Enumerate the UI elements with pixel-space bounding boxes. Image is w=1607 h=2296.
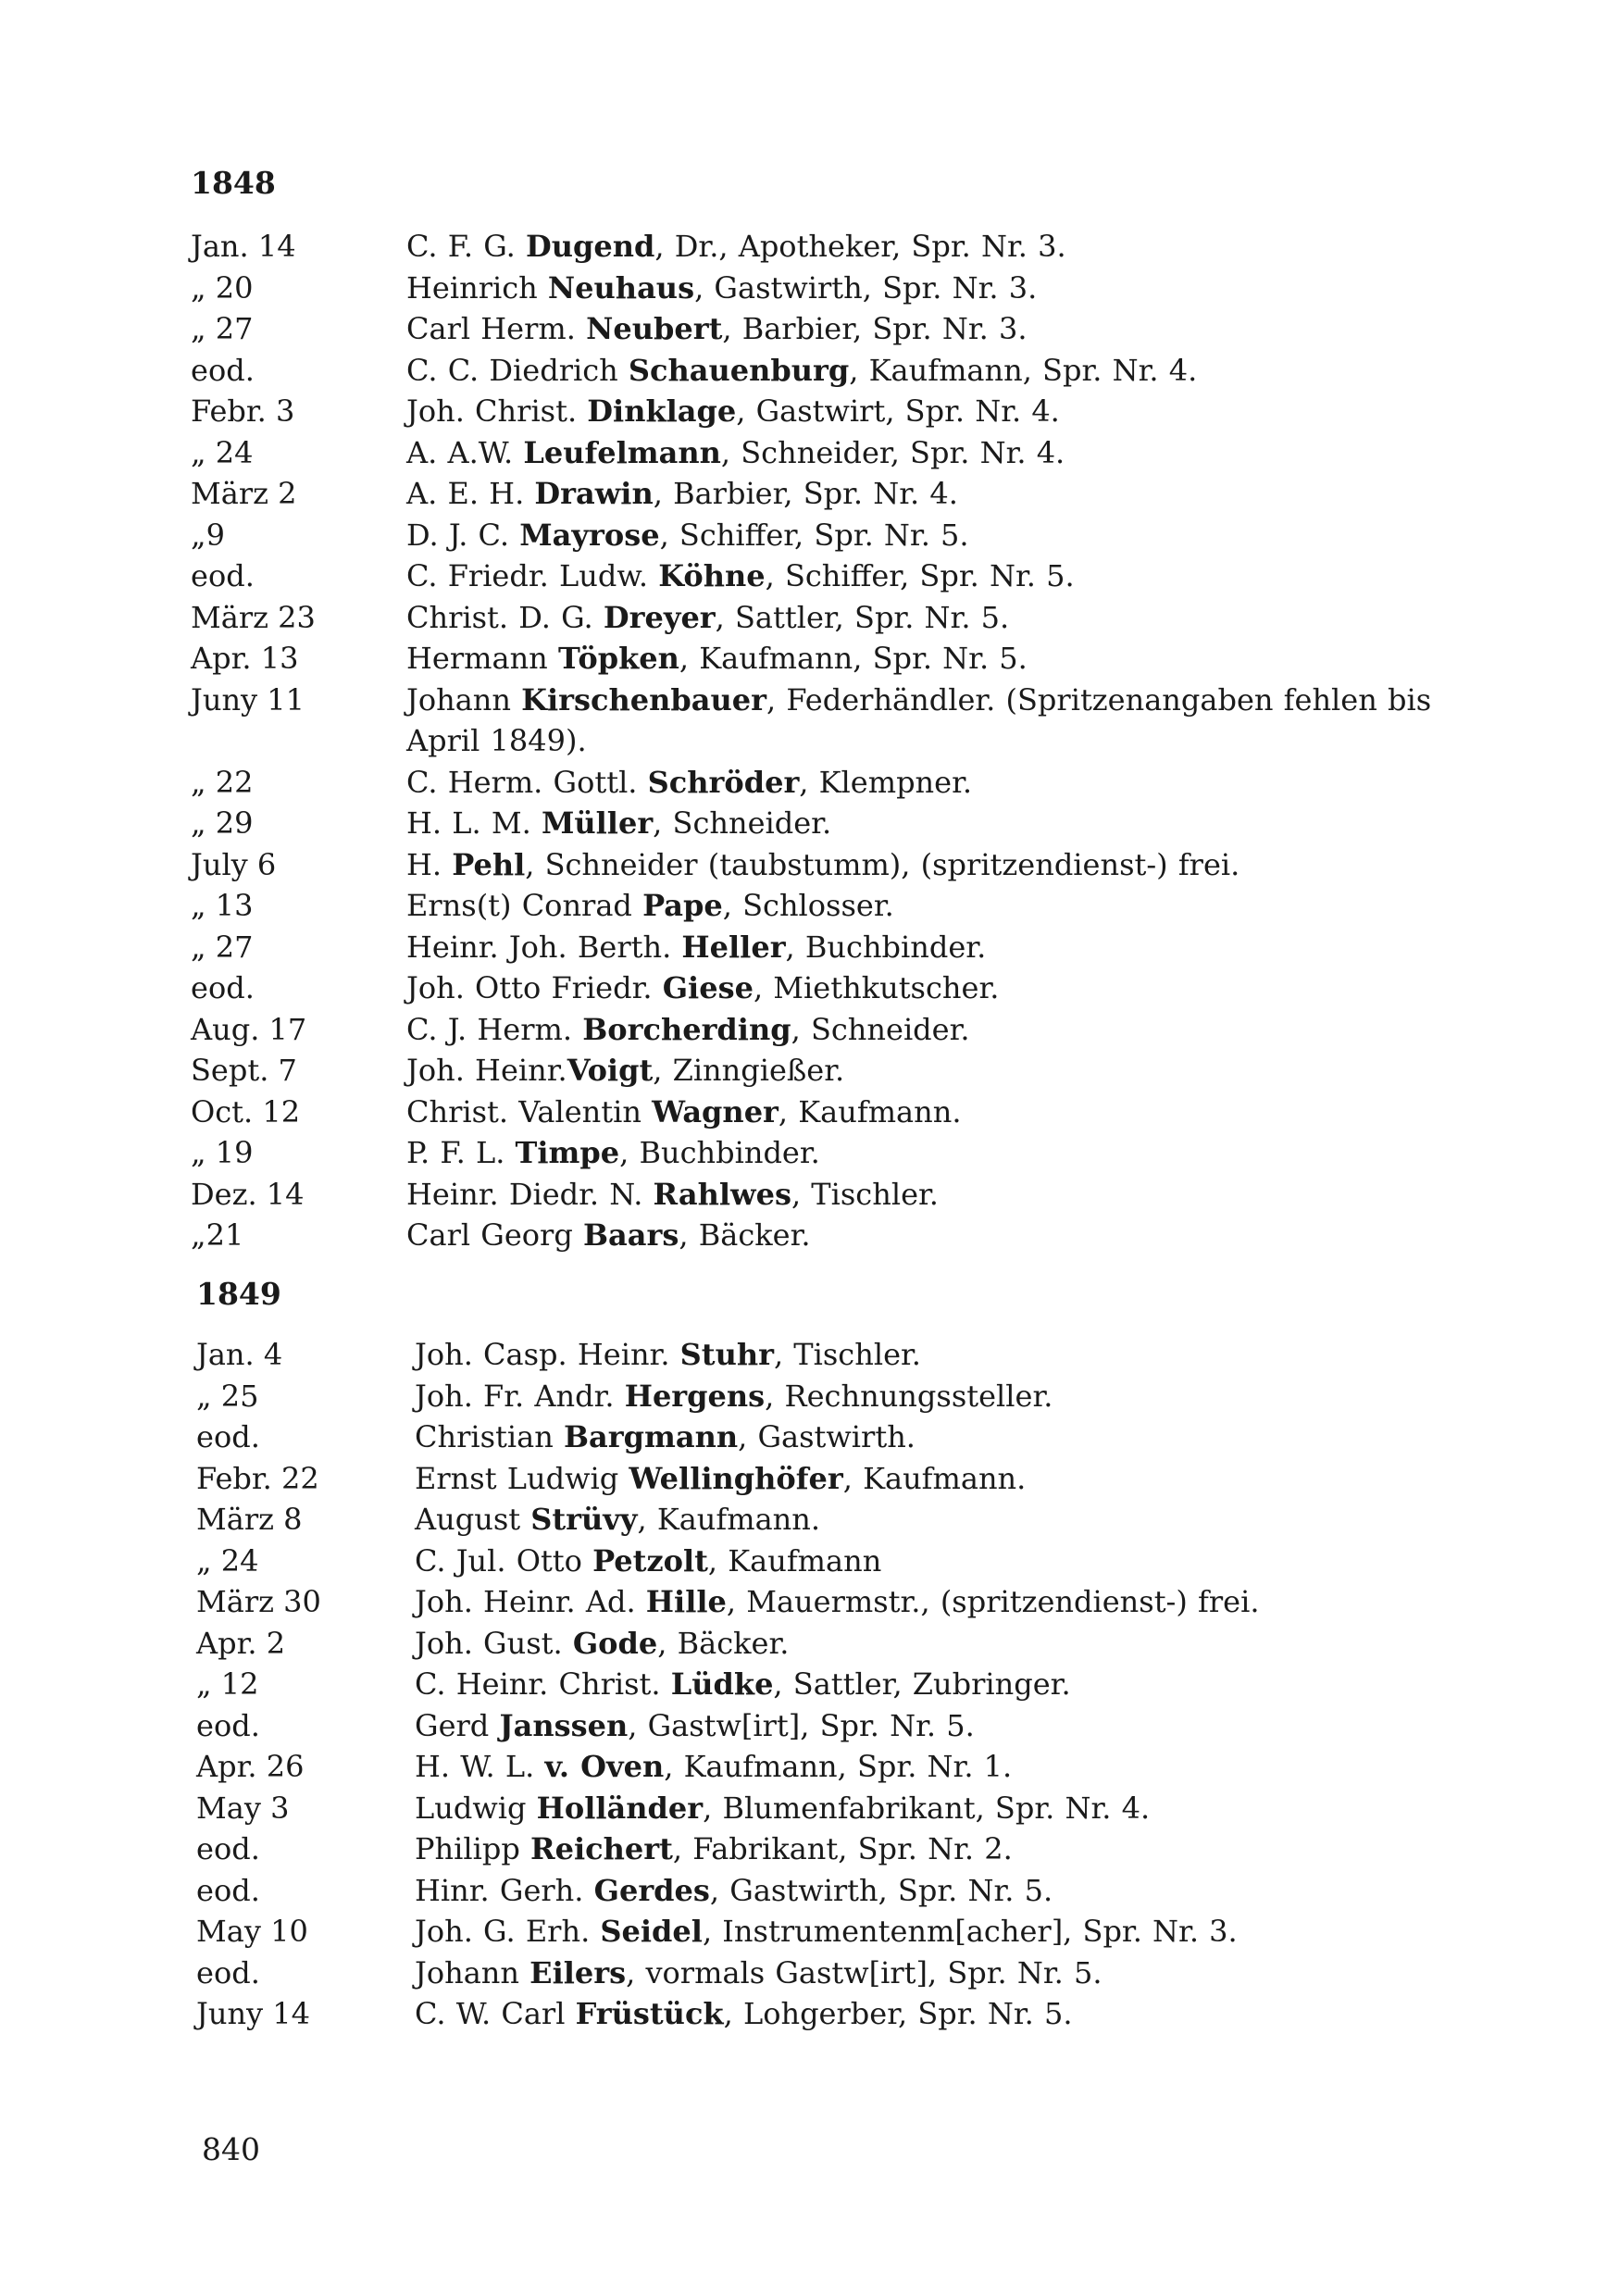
entry-text: [406, 844, 1434, 886]
entry-given-names: Heinr. Joh. Berth.: [406, 929, 682, 965]
entry-details: , Gastw[irt], Spr. Nr. 5.: [628, 1707, 975, 1743]
year-heading: 1849: [196, 1276, 281, 1312]
entry-row: [0, 597, 1607, 639]
entry-row: [0, 515, 1607, 556]
entry-details: , Gastwirth, Spr. Nr. 5.: [709, 1872, 1053, 1908]
entry-date: „ 13: [191, 888, 254, 923]
entry-row: [0, 927, 1607, 968]
entry-details: , Barbier, Spr. Nr. 3.: [722, 311, 1028, 346]
entry-row: [0, 1953, 1607, 1994]
entry-surname: Petzolt: [592, 1542, 708, 1578]
entry-surname: Holländer: [536, 1790, 704, 1826]
entry-surname: Leufelmann: [523, 434, 721, 470]
entry-text: [406, 680, 1434, 762]
entry-date: März 23: [191, 599, 316, 635]
entry-date: Aug. 17: [191, 1011, 307, 1047]
entry-given-names: Joh. Gust.: [415, 1625, 573, 1661]
entry-surname: Töpken: [557, 641, 679, 676]
entry-details: , Federhändler. (Spritzenangaben fehlen bis April 1849).: [406, 681, 1432, 758]
entry-text: [415, 1953, 1442, 1994]
entry-date: eod.: [191, 558, 255, 593]
entry-details: , Dr., Apotheker, Spr. Nr. 3.: [654, 229, 1066, 264]
entry-given-names: Heinrich: [406, 269, 548, 306]
entry-date: eod.: [196, 1707, 260, 1743]
entry-details: , Gastwirth.: [738, 1419, 916, 1454]
entry-text: [406, 927, 1434, 968]
entry-row: [0, 308, 1607, 350]
entry-given-names: H. W. L.: [415, 1749, 545, 1784]
entry-text: [415, 1664, 1442, 1705]
entry-row: [0, 844, 1607, 886]
entry-given-names: Joh. Christ.: [406, 393, 588, 429]
entry-given-names: C. W. Carl: [415, 1996, 576, 2031]
entry-row: [0, 1092, 1607, 1133]
entry-text: [406, 762, 1434, 804]
entry-text: [415, 1870, 1442, 1912]
entry-text: [406, 885, 1434, 927]
entry-given-names: C. Jul. Otto: [415, 1542, 593, 1578]
entry-row: [0, 391, 1607, 432]
entry-date: Jan. 4: [196, 1337, 283, 1372]
entry-row: [0, 268, 1607, 309]
entry-surname: Neuhaus: [547, 269, 695, 306]
entry-surname: Hergens: [624, 1378, 766, 1414]
entry-row: [0, 803, 1607, 844]
entry-date: Sept. 7: [191, 1053, 297, 1088]
entry-details: , Lohgerber, Spr. Nr. 5.: [723, 1996, 1073, 2031]
entry-surname: Seidel: [600, 1914, 703, 1949]
entry-text: [415, 1911, 1442, 1953]
entry-date: „ 19: [191, 1135, 254, 1170]
entry-date: eod.: [196, 1419, 260, 1454]
entry-surname: Köhne: [658, 558, 766, 593]
entry-date: „ 20: [191, 269, 254, 306]
entry-row: [0, 1416, 1607, 1458]
entry-text: [415, 1334, 1442, 1376]
entry-date: eod.: [196, 1954, 260, 1990]
entry-details: , Tischler.: [791, 1176, 939, 1212]
entry-row: [0, 1623, 1607, 1665]
entry-row: [0, 473, 1607, 515]
entry-date: July 6: [191, 846, 277, 882]
entry-surname: Gerdes: [593, 1872, 710, 1908]
entry-row: [0, 1376, 1607, 1417]
entry-details: , Schiffer, Spr. Nr. 5.: [659, 517, 969, 553]
entry-details: , Schiffer, Spr. Nr. 5.: [765, 558, 1075, 593]
entry-given-names: Ludwig: [415, 1790, 537, 1826]
entry-row: [0, 1009, 1607, 1051]
entry-date: eod.: [191, 970, 255, 1005]
entry-given-names: Carl Herm.: [406, 311, 587, 346]
entry-row: [0, 1458, 1607, 1500]
entry-surname: Kirschenbauer: [521, 681, 766, 718]
entry-surname: Pape: [642, 888, 723, 923]
entry-row: [0, 1705, 1607, 1747]
entry-date: eod.: [191, 352, 255, 388]
entry-details: , Tischler.: [773, 1337, 921, 1372]
entry-text: [415, 1581, 1442, 1623]
entry-surname: Timpe: [515, 1135, 620, 1170]
entry-surname: Dinklage: [587, 393, 737, 429]
entry-details: , Barbier, Spr. Nr. 4.: [653, 476, 958, 511]
entry-surname: Schröder: [647, 764, 800, 800]
entry-given-names: A. E. H.: [406, 476, 535, 511]
entry-text: [406, 1009, 1434, 1051]
entry-surname: Voigt: [567, 1053, 654, 1088]
entry-given-names: Hinr. Gerh.: [415, 1872, 594, 1908]
entry-date: März 2: [191, 476, 297, 511]
entry-given-names: Johann: [406, 681, 522, 718]
entry-row: [0, 1828, 1607, 1870]
entry-row: [0, 1911, 1607, 1953]
entry-surname: Gode: [572, 1625, 658, 1661]
entry-surname: Strüvy: [530, 1502, 638, 1537]
entry-given-names: P. F. L.: [406, 1135, 516, 1170]
entry-details: , Schneider.: [653, 805, 832, 841]
entry-details: , Rechnungssteller.: [765, 1378, 1053, 1414]
entry-details: , Kaufmann.: [637, 1502, 821, 1537]
entry-surname: Neubert: [586, 311, 723, 346]
entry-date: „ 24: [191, 434, 254, 470]
entry-text: [406, 967, 1434, 1009]
entry-text: [415, 1828, 1442, 1870]
entry-given-names: Joh. G. Erh.: [415, 1914, 601, 1949]
entry-details: , Buchbinder.: [785, 929, 987, 965]
entry-text: [415, 1993, 1442, 2035]
entry-date: „21: [191, 1217, 244, 1253]
entry-row: [0, 1334, 1607, 1376]
entry-date: „ 25: [196, 1378, 259, 1414]
entry-date: May 3: [196, 1790, 290, 1826]
entry-text: [406, 391, 1434, 432]
entry-text: [406, 638, 1434, 680]
entry-surname: Wagner: [652, 1093, 779, 1129]
entry-surname: Heller: [681, 929, 786, 965]
entry-row: [0, 1541, 1607, 1582]
entry-text: [406, 597, 1434, 639]
entry-text: [415, 1623, 1442, 1665]
entry-row: [0, 967, 1607, 1009]
entry-date: Jan. 14: [191, 229, 296, 264]
entry-date: eod.: [196, 1831, 260, 1866]
entry-date: „ 29: [191, 805, 254, 841]
entry-surname: Janssen: [499, 1707, 629, 1743]
entry-given-names: C. Friedr. Ludw.: [406, 558, 659, 593]
entry-surname: Pehl: [452, 846, 526, 882]
entry-date: Oct. 12: [191, 1093, 301, 1129]
entry-date: Apr. 13: [191, 641, 299, 676]
entry-row: [0, 1993, 1607, 2035]
entry-given-names: Johann: [415, 1954, 530, 1990]
entry-details: , Schneider, Spr. Nr. 4.: [720, 434, 1065, 470]
entry-given-names: H. L. M.: [406, 805, 542, 841]
entry-row: [0, 350, 1607, 392]
entry-given-names: Joh. Heinr. Ad.: [415, 1584, 646, 1619]
entry-text: [406, 555, 1434, 597]
entry-given-names: A. A.W.: [406, 434, 524, 470]
entry-text: [406, 1050, 1434, 1092]
entry-details: , Bäcker.: [657, 1625, 790, 1661]
entry-given-names: Joh. Casp. Heinr.: [415, 1337, 680, 1372]
entry-text: [415, 1541, 1442, 1582]
entry-text: [415, 1499, 1442, 1541]
entry-surname: Mayrose: [519, 517, 660, 553]
entry-text: [406, 226, 1434, 268]
entry-surname: Schauenburg: [628, 352, 850, 388]
entry-surname: Stuhr: [679, 1337, 774, 1372]
entry-row: [0, 555, 1607, 597]
entry-details: , Instrumentenm[acher], Spr. Nr. 3.: [702, 1914, 1238, 1949]
entry-given-names: D. J. C.: [406, 517, 520, 553]
entry-date: Dez. 14: [191, 1176, 305, 1212]
entry-details: , Gastwirth, Spr. Nr. 3.: [694, 269, 1038, 306]
entry-given-names: Carl Georg: [406, 1217, 583, 1253]
entry-surname: Früstück: [575, 1996, 724, 2031]
entry-date: May 10: [196, 1914, 308, 1949]
entry-surname: Rahlwes: [653, 1176, 791, 1212]
entry-text: [406, 1174, 1434, 1216]
entry-given-names: Joh. Heinr.: [406, 1053, 567, 1088]
entry-date: Apr. 26: [196, 1749, 305, 1784]
entry-text: [406, 308, 1434, 350]
entry-text: [406, 350, 1434, 392]
entry-surname: Borcherding: [582, 1011, 791, 1047]
entry-given-names: Christ. D. G.: [406, 599, 604, 635]
entry-text: [406, 432, 1434, 474]
entry-given-names: Ernst Ludwig: [415, 1460, 629, 1496]
entry-surname: Dugend: [526, 229, 655, 264]
entry-given-names: C. Herm. Gottl.: [406, 764, 648, 800]
entry-date: „ 22: [191, 764, 254, 800]
entry-row: [0, 1174, 1607, 1216]
entry-text: [406, 515, 1434, 556]
entry-given-names: Hermann: [406, 641, 558, 676]
entry-date: März 30: [196, 1584, 321, 1619]
entry-details: , vormals Gastw[irt], Spr. Nr. 5.: [626, 1954, 1102, 1990]
entry-row: [0, 1664, 1607, 1705]
entry-text: [406, 1215, 1434, 1256]
entry-details: , Kaufmann.: [778, 1093, 962, 1129]
entry-date: Apr. 2: [196, 1625, 286, 1661]
entry-text: [406, 268, 1434, 309]
entry-text: [415, 1788, 1442, 1829]
entry-given-names: Joh. Fr. Andr.: [415, 1378, 625, 1414]
entry-date: Juny 14: [196, 1996, 311, 2031]
entry-row: [0, 680, 1607, 762]
entry-row: [0, 885, 1607, 927]
entry-row: [0, 638, 1607, 680]
entry-date: „ 24: [196, 1542, 259, 1578]
entry-date: „9: [191, 517, 225, 553]
entry-text: [415, 1705, 1442, 1747]
entry-date: eod.: [196, 1872, 260, 1908]
entry-details: , Gastwirt, Spr. Nr. 4.: [736, 393, 1060, 429]
entry-details: , Mauermstr., (spritzendienst-) frei.: [726, 1584, 1260, 1619]
entry-row: [0, 762, 1607, 804]
entry-row: [0, 1132, 1607, 1174]
page-number: 840: [202, 2131, 260, 2167]
entry-surname: Lüdke: [670, 1666, 774, 1702]
entry-surname: Hille: [645, 1584, 727, 1619]
entry-row: [0, 1215, 1607, 1256]
entry-row: [0, 1581, 1607, 1623]
entry-given-names: Christian: [415, 1419, 564, 1454]
entry-given-names: C. J. Herm.: [406, 1011, 583, 1047]
entry-given-names: August: [415, 1502, 531, 1537]
entry-list: [0, 226, 1607, 1256]
entry-surname: Reichert: [529, 1831, 673, 1866]
entry-text: [415, 1746, 1442, 1788]
entry-details: , Kaufmann.: [842, 1460, 1027, 1496]
entry-row: [0, 1746, 1607, 1788]
entry-details: , Kaufmann, Spr. Nr. 4.: [849, 352, 1198, 388]
entry-given-names: Erns(t) Conrad: [406, 888, 643, 923]
entry-details: , Buchbinder.: [619, 1135, 820, 1170]
entry-date: Febr. 3: [191, 393, 295, 429]
entry-details: , Kaufmann, Spr. Nr. 1.: [664, 1749, 1013, 1784]
entry-surname: Dreyer: [603, 599, 716, 635]
entry-text: [415, 1376, 1442, 1417]
entry-row: [0, 1050, 1607, 1092]
entry-details: , Fabrikant, Spr. Nr. 2.: [672, 1831, 1013, 1866]
entry-text: [406, 473, 1434, 515]
entry-text: [415, 1416, 1442, 1458]
entry-row: [0, 1499, 1607, 1541]
entry-date: „ 12: [196, 1666, 259, 1702]
entry-details: , Schlosser.: [722, 888, 894, 923]
entry-row: [0, 226, 1607, 268]
entry-details: , Klempner.: [799, 764, 973, 800]
entry-text: [406, 1092, 1434, 1133]
entry-details: , Kaufmann, Spr. Nr. 5.: [679, 641, 1028, 676]
entry-details: , Sattler, Spr. Nr. 5.: [715, 599, 1010, 635]
entry-date: „ 27: [191, 929, 254, 965]
entry-given-names: Gerd: [415, 1707, 500, 1743]
entry-given-names: C. C. Diedrich: [406, 352, 629, 388]
entry-surname: Eilers: [529, 1954, 627, 1990]
entry-given-names: C. F. G.: [406, 229, 527, 264]
entry-text: [415, 1458, 1442, 1500]
entry-details: , Kaufmann: [707, 1542, 882, 1578]
entry-given-names: H.: [406, 846, 453, 882]
entry-text: [406, 1132, 1434, 1174]
entry-details: , Sattler, Zubringer.: [773, 1666, 1071, 1702]
entry-given-names: Philipp: [415, 1831, 530, 1866]
entry-date: Juny 11: [191, 681, 305, 718]
entry-details: , Schneider (taubstumm), (spritzendienst-) frei.: [525, 846, 1240, 882]
entry-surname: Giese: [662, 970, 754, 1005]
entry-details: , Schneider.: [791, 1011, 970, 1047]
entry-list: [0, 1334, 1607, 2035]
entry-text: [406, 803, 1434, 844]
entry-date: März 8: [196, 1502, 303, 1537]
entry-surname: v. Oven: [544, 1749, 665, 1784]
entry-given-names: Heinr. Diedr. N.: [406, 1176, 654, 1212]
entry-surname: Drawin: [534, 476, 654, 511]
entry-row: [0, 432, 1607, 474]
entry-details: , Bäcker.: [679, 1217, 811, 1253]
entry-details: , Zinngießer.: [653, 1053, 845, 1088]
entry-surname: Wellinghöfer: [629, 1460, 843, 1496]
entry-surname: Baars: [582, 1217, 679, 1253]
entry-surname: Müller: [541, 805, 654, 841]
entry-date: „ 27: [191, 311, 254, 346]
entry-surname: Bargmann: [564, 1419, 739, 1454]
entry-given-names: C. Heinr. Christ.: [415, 1666, 671, 1702]
entry-given-names: Christ. Valentin: [406, 1093, 653, 1129]
entry-row: [0, 1870, 1607, 1912]
entry-details: , Blumenfabrikant, Spr. Nr. 4.: [703, 1790, 1151, 1826]
year-heading: 1848: [191, 165, 276, 201]
entry-date: Febr. 22: [196, 1460, 319, 1496]
entry-details: , Miethkutscher.: [753, 970, 1000, 1005]
entry-row: [0, 1788, 1607, 1829]
entry-given-names: Joh. Otto Friedr.: [406, 970, 663, 1005]
